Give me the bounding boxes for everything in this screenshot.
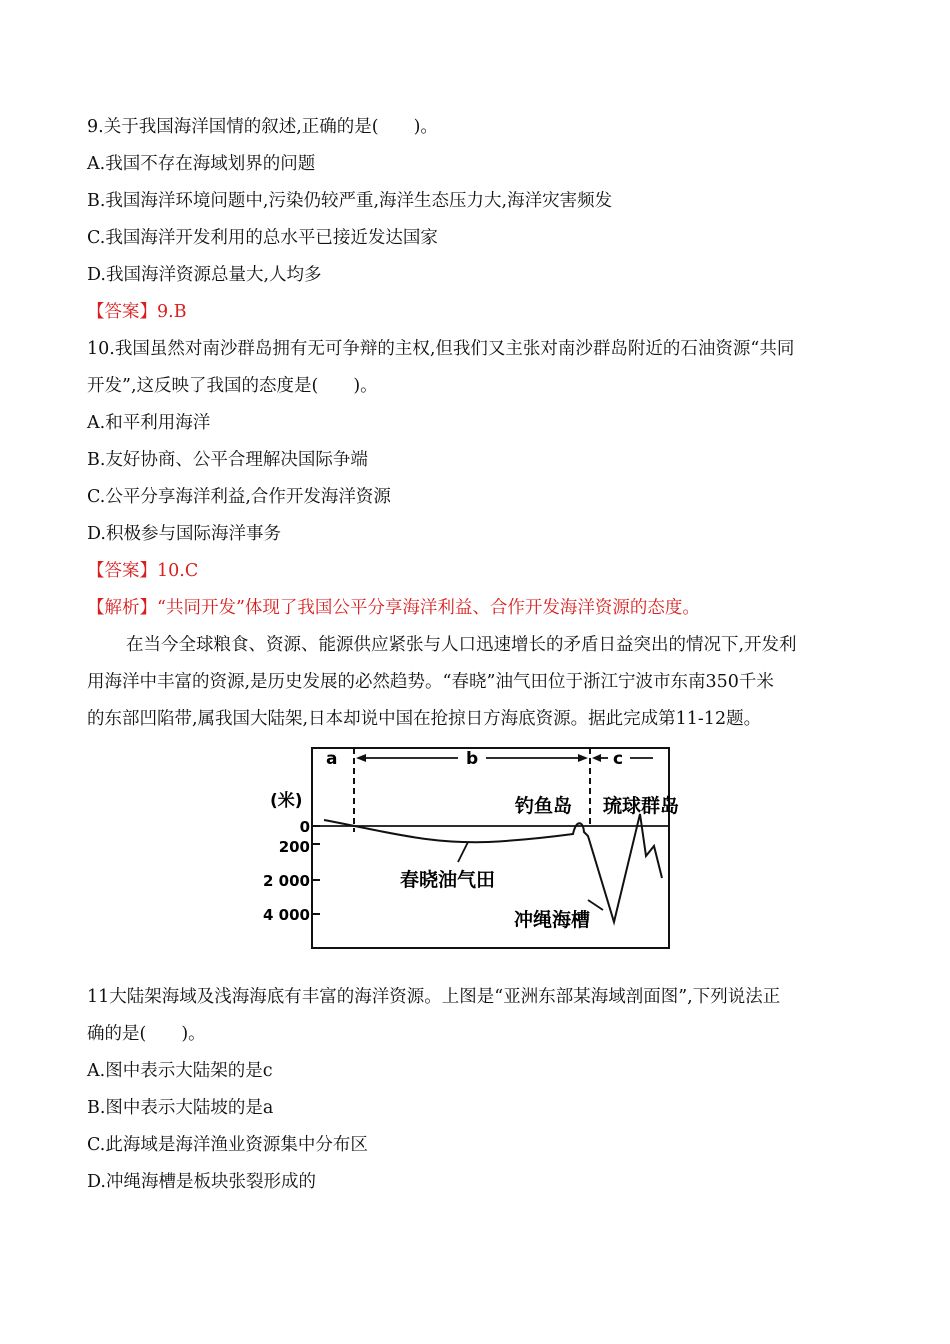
q11-option-a: A.图中表示大陆架的是c — [87, 1061, 273, 1081]
okinawa-leader — [588, 900, 603, 910]
ryukyu-label: 琉球群岛 — [603, 795, 680, 817]
passage-line1: 在当今全球粮食、资源、能源供应紧张与人口迅速增长的矛盾日益突出的情况下,开发利 — [126, 635, 797, 655]
q9-option-d: D.我国海洋资源总量大,人均多 — [87, 265, 322, 285]
q10-option-a: A.和平利用海洋 — [87, 413, 211, 433]
q9-option-b: B.我国海洋环境问题中,污染仍较严重,海洋生态压力大,海洋灾害频发 — [87, 191, 613, 211]
q10-stem-line2: 开发”,这反映了我国的态度是( )。 — [87, 376, 378, 396]
seg-b-label: b — [466, 749, 479, 769]
q9-option-a: A.我国不存在海域划界的问题 — [87, 154, 316, 174]
q11-option-b: B.图中表示大陆坡的是a — [87, 1098, 274, 1118]
y-unit-label: (米) — [270, 791, 303, 811]
q9-answer: 【答案】9.B — [87, 302, 187, 322]
q10-option-d: D.积极参与国际海洋事务 — [87, 524, 281, 544]
chunxiao-label: 春晓油气田 — [400, 869, 496, 891]
q11-option-c: C.此海域是海洋渔业资源集中分布区 — [87, 1135, 368, 1155]
chunxiao-leader — [458, 842, 468, 862]
y-tick-4000: 4 000 — [263, 906, 310, 924]
passage-line3: 的东部凹陷带,属我国大陆架,日本却说中国在抢掠日方海底资源。据此完成第11-12题。 — [87, 709, 762, 729]
q11-stem-line2: 确的是( )。 — [87, 1024, 206, 1044]
q11-stem-line1: 11大陆架海域及浅海海底有丰富的海洋资源。上图是“亚洲东部某海域剖面图”,下列说法正 — [87, 987, 781, 1007]
seg-a-label: a — [326, 749, 338, 769]
q10-option-c: C.公平分享海洋利益,合作开发海洋资源 — [87, 487, 391, 507]
passage-line2: 用海洋中丰富的资源,是历史发展的必然趋势。“春晓”油气田位于浙江宁波市东南350千米 — [87, 672, 774, 692]
q10-stem-line1: 10.我国虽然对南沙群岛拥有无可争辩的主权,但我们又主张对南沙群岛附近的石油资源“共同 — [87, 339, 795, 359]
y-tick-200: 200 — [278, 838, 310, 856]
q9-stem: 9.关于我国海洋国情的叙述,正确的是( )。 — [87, 117, 438, 137]
seabed-profile — [324, 814, 662, 922]
diaoyu-label: 钓鱼岛 — [515, 795, 573, 817]
y-tick-0: 0 — [299, 818, 310, 836]
q9-option-c: C.我国海洋开发利用的总水平已接近发达国家 — [87, 228, 438, 248]
q10-analysis: 【解析】“共同开发”体现了我国公平分享海洋利益、合作开发海洋资源的态度。 — [87, 598, 700, 618]
q10-answer: 【答案】10.C — [87, 561, 199, 581]
seg-c-label: c — [613, 749, 624, 769]
q10-option-b: B.友好协商、公平合理解决国际争端 — [87, 450, 368, 470]
y-tick-2000: 2 000 — [263, 872, 310, 890]
q11-option-d: D.冲绳海槽是板块张裂形成的 — [87, 1172, 316, 1192]
sea-profile-figure — [263, 740, 680, 952]
okinawa-label: 冲绳海槽 — [514, 909, 591, 931]
